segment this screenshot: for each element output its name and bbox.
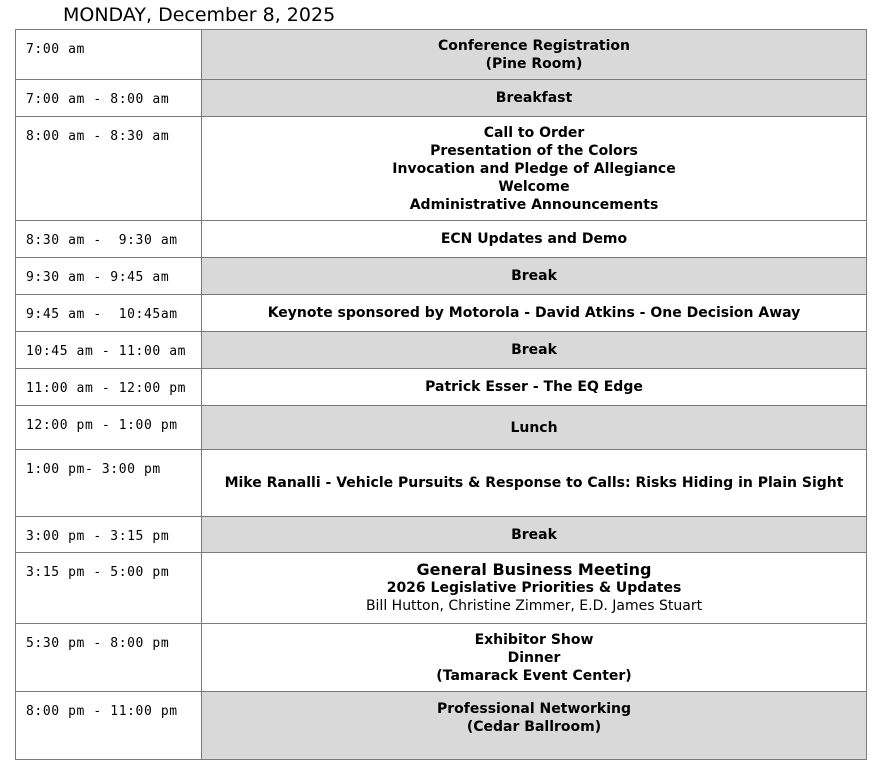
event-cell	[202, 692, 867, 760]
table-row	[16, 332, 867, 369]
event-cell	[202, 369, 867, 406]
time-cell: 11:00 am - 12:00 pm	[16, 369, 202, 406]
time-cell: 12:00 pm - 1:00 pm	[16, 406, 202, 450]
table-row	[16, 553, 867, 624]
event-cell	[202, 221, 867, 258]
schedule-table	[15, 29, 867, 760]
event-line: Professional Networking	[437, 701, 631, 717]
event-line: (Cedar Ballroom)	[466, 719, 602, 735]
time-cell: 7:00 am	[16, 30, 202, 80]
table-row	[16, 692, 867, 760]
event-cell	[202, 30, 867, 80]
event-line: Presentation of the Colors	[430, 142, 638, 159]
time-cell: 8:00 am - 8:30 am	[16, 117, 202, 221]
table-row	[16, 117, 867, 221]
time-cell: 1:00 pm- 3:00 pm	[16, 450, 202, 517]
table-row	[16, 258, 867, 295]
event-cell	[202, 332, 867, 369]
table-row	[16, 295, 867, 332]
table-row	[16, 221, 867, 258]
event-line: Break	[511, 526, 557, 543]
event-cell	[202, 624, 867, 692]
event-line: (Tamarack Event Center)	[436, 667, 632, 684]
event-line: Patrick Esser - The EQ Edge	[425, 379, 643, 395]
event-line: Call to Order	[483, 124, 585, 141]
event-line: ECN Updates and Demo	[440, 231, 628, 247]
table-row	[16, 624, 867, 692]
table-row	[16, 80, 867, 117]
time-cell: 8:00 pm - 11:00 pm	[16, 692, 202, 760]
event-line: Invocation and Pledge of Allegiance	[392, 160, 676, 177]
event-line: (Pine Room)	[485, 55, 583, 72]
event-line: Bill Hutton, Christine Zimmer, E.D. James Stuart	[365, 598, 703, 614]
table-row	[16, 30, 867, 80]
event-line: Mike Ranalli - Vehicle Pursuits & Response to Calls: Risks Hiding in Plain Sight	[224, 475, 844, 491]
time-cell: 3:00 pm - 3:15 pm	[16, 517, 202, 553]
time-cell: 10:45 am - 11:00 am	[16, 332, 202, 369]
time-cell: 3:15 pm - 5:00 pm	[16, 553, 202, 624]
table-row	[16, 450, 867, 517]
time-cell: 8:30 am - 9:30 am	[16, 221, 202, 258]
event-cell	[202, 553, 867, 624]
event-cell	[202, 517, 867, 553]
event-cell	[202, 295, 867, 332]
event-cell	[202, 406, 867, 450]
time-cell: 9:30 am - 9:45 am	[16, 258, 202, 295]
event-line: Dinner	[507, 649, 561, 666]
event-line: 2026 Legislative Priorities & Updates	[386, 580, 682, 596]
event-cell	[202, 80, 867, 117]
event-cell	[202, 258, 867, 295]
event-line: Exhibitor Show	[474, 631, 594, 648]
time-cell: 9:45 am - 10:45am	[16, 295, 202, 332]
event-line: General Business Meeting	[416, 560, 652, 579]
event-line: Keynote sponsored by Motorola - David Atkins - One Decision Away	[267, 305, 801, 321]
table-row	[16, 406, 867, 450]
event-line: Conference Registration	[437, 37, 631, 54]
event-cell	[202, 117, 867, 221]
event-line: Break	[511, 268, 557, 284]
event-line: Break	[511, 342, 557, 358]
page-title: MONDAY, December 8, 2025	[63, 4, 336, 26]
time-cell: 7:00 am - 8:00 am	[16, 80, 202, 117]
event-line: Administrative Announcements	[409, 196, 659, 213]
time-cell: 5:30 pm - 8:00 pm	[16, 624, 202, 692]
event-cell	[202, 450, 867, 517]
event-line: Welcome	[498, 178, 570, 195]
event-line: Lunch	[510, 419, 558, 436]
table-row	[16, 517, 867, 553]
table-row	[16, 369, 867, 406]
event-line: Breakfast	[495, 90, 573, 106]
